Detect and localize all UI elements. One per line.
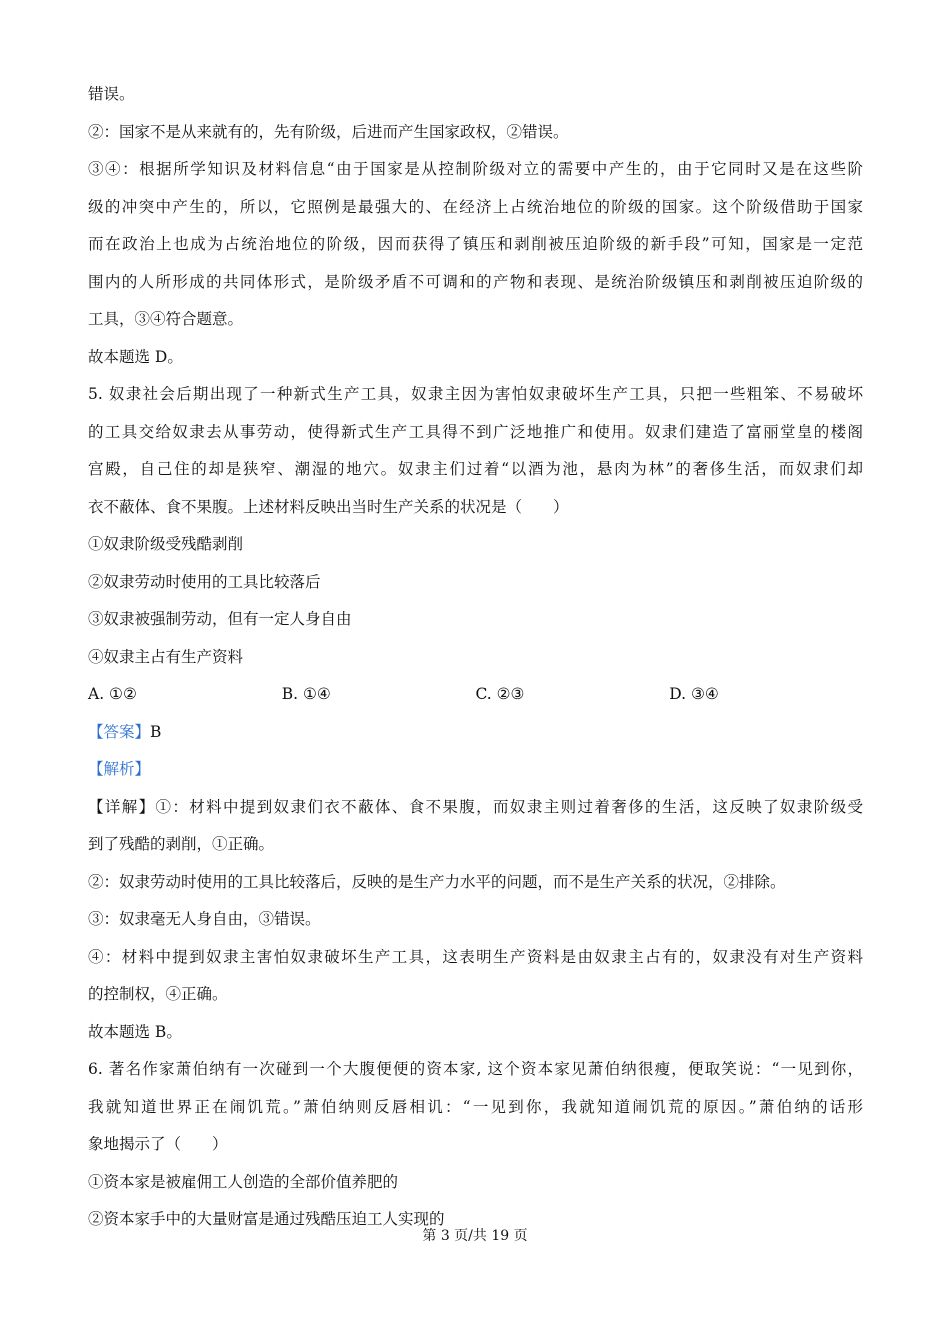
question-6-item: ②资本家手中的大量财富是通过残酷压迫工人实现的 bbox=[88, 1210, 445, 1228]
question-6-stem: 我就知道世界正在闹饥荒。”萧伯纳则反唇相讥：“一见到你，我就知道闹饥荒的原因。”萧伯纳的话形 bbox=[88, 1097, 863, 1116]
text-line: ②：国家不是从来就有的，先有阶级，后进而产生国家政权，②错误。 bbox=[88, 122, 569, 141]
detail-line bbox=[88, 789, 863, 827]
question-5-item: ②奴隶劳动时使用的工具比较落后 bbox=[88, 572, 321, 591]
text-line: 工具，③④符合题意。 bbox=[88, 310, 244, 328]
answer-value: B bbox=[150, 722, 162, 741]
question-5-stem: 5. 奴隶社会后期出现了一种新式生产工具，奴隶主因为害怕奴隶破坏生产工具，只把一些粗笨、不易破坏 bbox=[88, 385, 863, 403]
text-line: 围内的人所形成的共同体形式，是阶级矛盾不可调和的产物和表现、是统治阶级镇压和剥削被压迫阶级的 bbox=[88, 272, 863, 291]
conclusion-line: 故本题选 B。 bbox=[88, 1022, 182, 1041]
detail-line: ②：奴隶劳动时使用的工具比较落后，反映的是生产力水平的问题，而不是生产关系的状况，②排除。 bbox=[88, 872, 786, 891]
question-5-stem: 衣不蔽体、食不果腹。上述材料反映出当时生产关系的状况是（ ） bbox=[88, 497, 569, 516]
conclusion-line: 故本题选 D。 bbox=[88, 347, 183, 366]
option-a: A. ①② bbox=[88, 685, 137, 703]
page-footer: 第 3 页/共 19 页 bbox=[422, 1228, 528, 1244]
option-d: D. ③④ bbox=[669, 685, 719, 703]
answer-tag: 【答案】 bbox=[88, 722, 151, 741]
text-line: 错误。 bbox=[88, 85, 135, 103]
detail-line: ③：奴隶毫无人身自由，③错误。 bbox=[88, 910, 321, 928]
text-line: 级的冲突中产生的，所以，它照例是最强大的、在经济上占统治地位的阶级的国家。这个阶级借助于国家 bbox=[88, 197, 863, 216]
question-6-stem: 象地揭示了（ ） bbox=[88, 1135, 228, 1153]
detail-text: ①：材料中提到奴隶们衣不蔽体、食不果腹，而奴隶主则过着奢侈的生活，这反映了奴隶阶级受 bbox=[155, 797, 863, 816]
question-5-item: ④奴隶主占有生产资料 bbox=[88, 647, 244, 666]
detail-line: ④：材料中提到奴隶主害怕奴隶破坏生产工具，这表明生产资料是由奴隶主占有的，奴隶没有对生产资料 bbox=[88, 947, 863, 966]
detail-tag: 【详解】 bbox=[88, 797, 156, 816]
option-b: B. ①④ bbox=[281, 685, 331, 703]
question-5-options bbox=[88, 676, 863, 714]
detail-line: 到了残酷的剥削，①正确。 bbox=[88, 835, 275, 853]
document-page bbox=[88, 76, 863, 1239]
analysis-tag: 【解析】 bbox=[88, 760, 151, 778]
text-line: 而在政治上也成为占统治地位的阶级，因而获得了镇压和剥削被压迫阶级的新手段”可知，国家是一定范 bbox=[88, 235, 863, 253]
detail-line: 的控制权，④正确。 bbox=[88, 985, 228, 1003]
text-line: ③④：根据所学知识及材料信息“由于国家是从控制阶级对立的需要中产生的，由于它同时又是在这些阶 bbox=[88, 160, 863, 178]
question-5-item: ①奴隶阶级受残酷剥削 bbox=[88, 535, 244, 553]
question-6-item: ①资本家是被雇佣工人创造的全部价值养肥的 bbox=[88, 1172, 399, 1191]
option-c: C. ②③ bbox=[475, 685, 525, 703]
answer-line bbox=[88, 714, 863, 752]
question-5-item: ③奴隶被强制劳动，但有一定人身自由 bbox=[88, 610, 352, 628]
question-5-stem: 的工具交给奴隶去从事劳动，使得新式生产工具得不到广泛地推广和使用。奴隶们建造了富丽堂皇的楼阁 bbox=[88, 422, 863, 441]
question-6-stem: 6. 著名作家萧伯纳有一次碰到一个大腹便便的资本家, 这个资本家见萧伯纳很瘦，便取笑说：“一见到你， bbox=[88, 1060, 863, 1078]
question-5-stem: 宫殿，自己住的却是狭窄、潮湿的地穴。奴隶主们过着“以酒为池，悬肉为林”的奢侈生活，而奴隶们却 bbox=[88, 460, 863, 478]
